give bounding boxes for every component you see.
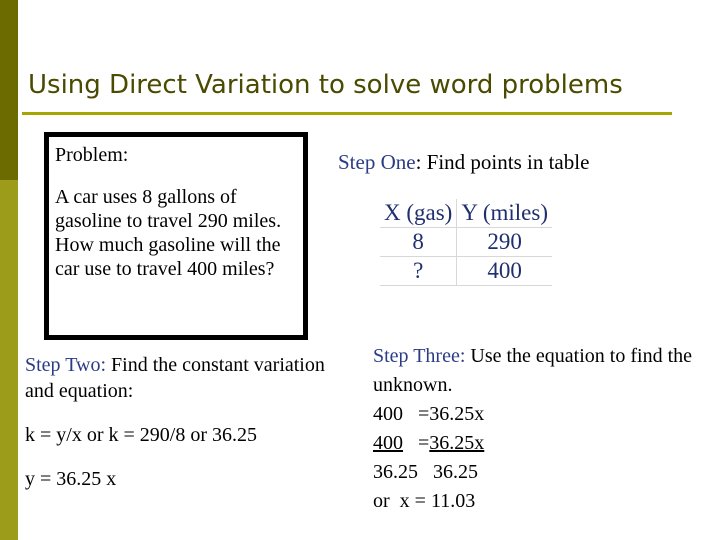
step-two-label: Step Two: [25, 354, 107, 376]
problem-heading: Problem: [55, 144, 129, 166]
step-two-constant: k = y/x or k = 290/8 or 36.25 [25, 424, 257, 446]
sidebar-accent-bottom [0, 180, 18, 540]
problem-box [44, 132, 308, 340]
step-two-heading [25, 352, 325, 404]
step-two-text: Find the constant variation and equation: [25, 354, 325, 402]
step-three [373, 342, 693, 516]
table-cell-y: 400 [457, 257, 552, 286]
step-three-label: Step Three: [373, 345, 466, 367]
table-header-row [380, 199, 552, 228]
step-three-numerator-left: 400 [373, 432, 403, 454]
step-one-label: Step One [338, 150, 416, 174]
sidebar-accent-top [0, 0, 18, 180]
slide-title: Using Direct Variation to solve word problems [28, 70, 623, 100]
step-two-equation: y = 36.25 x [25, 468, 117, 490]
step-three-equation-1: 400 =36.25x [373, 403, 485, 425]
step-three-equation-2 [373, 429, 693, 458]
column-header-y: Y (miles) [457, 199, 552, 228]
table-cell-x: ? [380, 257, 457, 286]
step-one [338, 150, 589, 175]
step-three-numerator-right: 36.25x [429, 432, 485, 454]
points-table [380, 199, 552, 286]
table-row [380, 257, 552, 286]
table-row [380, 228, 552, 257]
problem-text: A car uses 8 gallons of gasoline to travel 290 miles. How much gasoline will the car use to travel 400 miles? [55, 186, 282, 280]
step-three-equals: = [403, 432, 430, 454]
step-one-text: : Find points in table [415, 150, 590, 174]
step-three-answer: or x = 11.03 [373, 490, 476, 512]
table-cell-x: 8 [380, 228, 457, 257]
step-two [25, 352, 325, 492]
table-cell-y: 290 [457, 228, 552, 257]
step-three-divisors: 36.25 36.25 [373, 461, 478, 483]
title-underline-rule [22, 112, 672, 115]
column-header-x: X (gas) [380, 199, 457, 228]
step-three-text: Use the equation to find the unknown. [373, 345, 693, 396]
step-three-heading [373, 342, 693, 400]
